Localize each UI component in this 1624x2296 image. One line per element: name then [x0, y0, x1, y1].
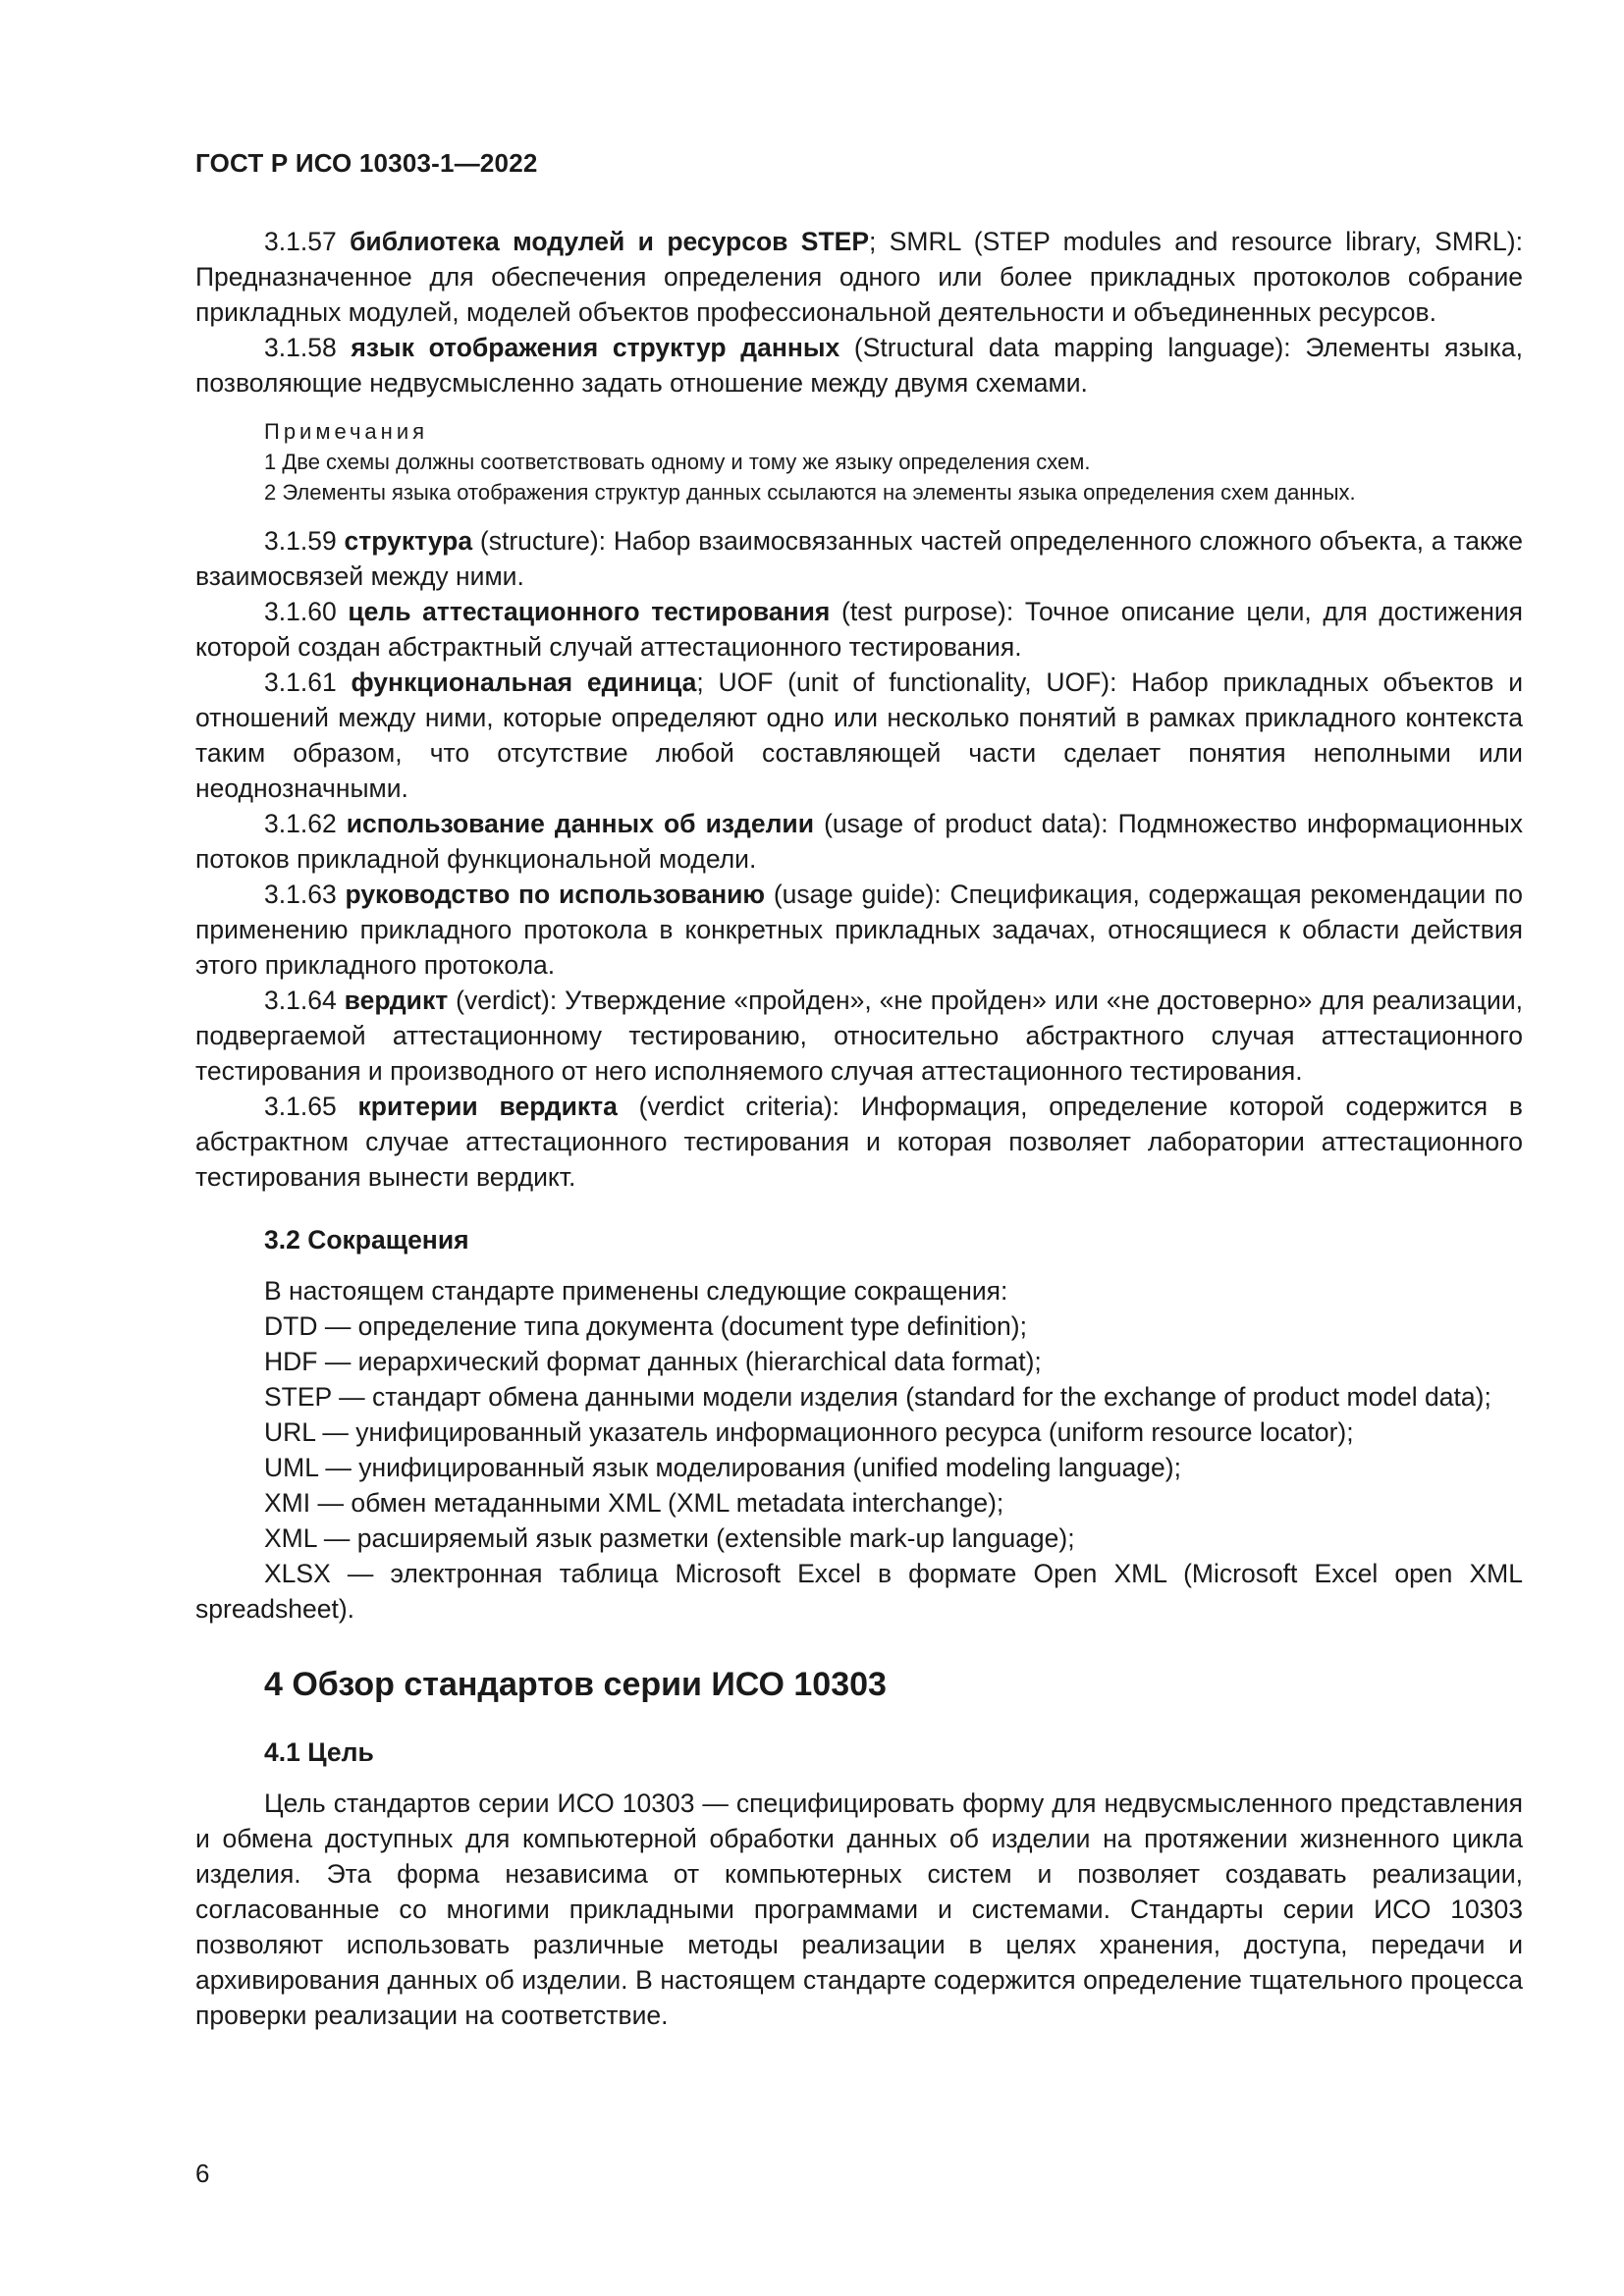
term-3-1-61	[195, 665, 1523, 806]
notes-block	[264, 416, 1523, 507]
abbreviation-item: XML — расширяемый язык разметки (extensible mark-up language);	[264, 1523, 1075, 1553]
chapter-heading-4: 4 Обзор стандартов серии ИСО 10303	[264, 1666, 887, 1703]
term-definition: (usage guide): Спецификация, содержащая рекомендации по применению прикладного протокола в конкретных прикладных задачах, относящиеся к области действия этого прикладного протокола.	[195, 880, 1523, 980]
term-name: использование данных об изделии	[346, 809, 815, 838]
term-definition: (test purpose): Точное описание цели, для достижения которой создан абстрактный случай аттестационного тестирования.	[195, 597, 1523, 662]
abbreviation-item: XMI — обмен метаданными XML (XML metadata interchange);	[264, 1488, 1004, 1518]
term-number: 3.1.62	[264, 809, 337, 838]
term-number: 3.1.58	[264, 333, 337, 362]
term-3-1-57	[195, 224, 1523, 330]
term-number: 3.1.59	[264, 526, 337, 556]
document-header: ГОСТ Р ИСО 10303-1—2022	[195, 148, 538, 178]
term-name: библиотека модулей и ресурсов STEP	[350, 227, 870, 256]
term-3-1-63	[195, 877, 1523, 983]
section-heading-4-1: 4.1 Цель	[264, 1737, 374, 1767]
term-name: руководство по использованию	[345, 880, 766, 909]
abbreviation-item: HDF — иерархический формат данных (hierarchical data format);	[264, 1347, 1042, 1376]
page-content	[195, 224, 1523, 2033]
term-number: 3.1.65	[264, 1092, 337, 1121]
note-item: 1 Две схемы должны соответствовать одному и тому же языку определения схем.	[264, 450, 1091, 474]
term-3-1-62	[195, 806, 1523, 877]
term-number: 3.1.60	[264, 597, 337, 626]
term-number: 3.1.61	[264, 667, 337, 697]
term-name: цель аттестационного тестирования	[348, 597, 831, 626]
abbreviation-item: STEP — стандарт обмена данными модели изделия (standard for the exchange of product model data);	[264, 1382, 1491, 1412]
term-definition: ; SMRL (STEP modules and resource library, SMRL): Предназначенное для обеспечения определения одного или более прикладных протоколов собрание прикладных модулей, моделей объектов профессиональной деятельности и объединенных ресурсов.	[195, 227, 1523, 327]
term-number: 3.1.63	[264, 880, 337, 909]
abbreviations-intro: В настоящем стандарте применены следующие сокращения:	[264, 1276, 1008, 1306]
term-3-1-60	[195, 594, 1523, 665]
page-number: 6	[195, 2159, 210, 2188]
term-definition: (verdict): Утверждение «пройден», «не пройден» или «не достоверно» для реализации, подвергаемой аттестационному тестированию, относительно абстрактного случая аттестационного тестирования и производного от него исполняемого случая аттестационного тестирования.	[195, 986, 1523, 1086]
notes-title: Примечания	[264, 419, 429, 444]
abbreviation-item: UML — унифицированный язык моделирования (unified modeling language);	[264, 1453, 1181, 1482]
term-name: структура	[344, 526, 473, 556]
note-item: 2 Элементы языка отображения структур данных ссылаются на элементы языка определения схем данных.	[264, 480, 1356, 505]
term-definition: (Structural data mapping language): Элементы языка, позволяющие недвусмысленно задать отношение между двумя схемами.	[195, 333, 1523, 398]
term-name: язык отображения структур данных	[351, 333, 840, 362]
term-3-1-59	[195, 523, 1523, 594]
term-number: 3.1.64	[264, 986, 337, 1015]
section-4-1-body: Цель стандартов серии ИСО 10303 — специфицировать форму для недвусмысленного представления и обмена доступных для компьютерной обработки данных об изделии на протяжении жизненного цикла изделия. Эта форма независима от компьютерных систем и позволяет создавать реализации, согласованные со многими прикладными программами и системами. Стандарты серии ИСО 10303 позволяют использовать различные методы реализации в целях хранения, доступа, передачи и архивирования данных об изделии. В настоящем стандарте содержится определение тщательного процесса проверки реализации на соответствие.	[195, 1789, 1523, 2030]
term-name: функциональная единица	[351, 667, 697, 697]
term-3-1-64	[195, 983, 1523, 1089]
term-name: критерии вердикта	[357, 1092, 618, 1121]
abbreviation-item: XLSX — электронная таблица Microsoft Excel в формате Open XML (Microsoft Excel open XML spreadsheet).	[195, 1559, 1523, 1624]
term-3-1-58	[195, 330, 1523, 400]
section-heading-3-2: 3.2 Сокращения	[264, 1225, 469, 1255]
abbreviation-item: URL — унифицированный указатель информационного ресурса (uniform resource locator);	[264, 1417, 1354, 1447]
term-3-1-65	[195, 1089, 1523, 1195]
term-name: вердикт	[344, 986, 449, 1015]
term-number: 3.1.57	[264, 227, 337, 256]
abbreviation-item: DTD — определение типа документа (document type definition);	[264, 1311, 1027, 1341]
term-definition: (structure): Набор взаимосвязанных частей определенного сложного объекта, а также взаимосвязей между ними.	[195, 526, 1523, 591]
term-definition: ; UOF (unit of functionality, UOF): Набор прикладных объектов и отношений между ними, которые определяют одно или несколько понятий в рамках прикладного контекста таким образом, что отсутствие любой составляющей части сделает понятия неполными или неоднозначными.	[195, 667, 1523, 803]
term-definition: (usage of product data): Подмножество информационных потоков прикладной функциональной модели.	[195, 809, 1523, 874]
term-definition: (verdict criteria): Информация, определение которой содержится в абстрактном случае аттестационного тестирования и которая позволяет лаборатории аттестационного тестирования вынести вердикт.	[195, 1092, 1523, 1192]
